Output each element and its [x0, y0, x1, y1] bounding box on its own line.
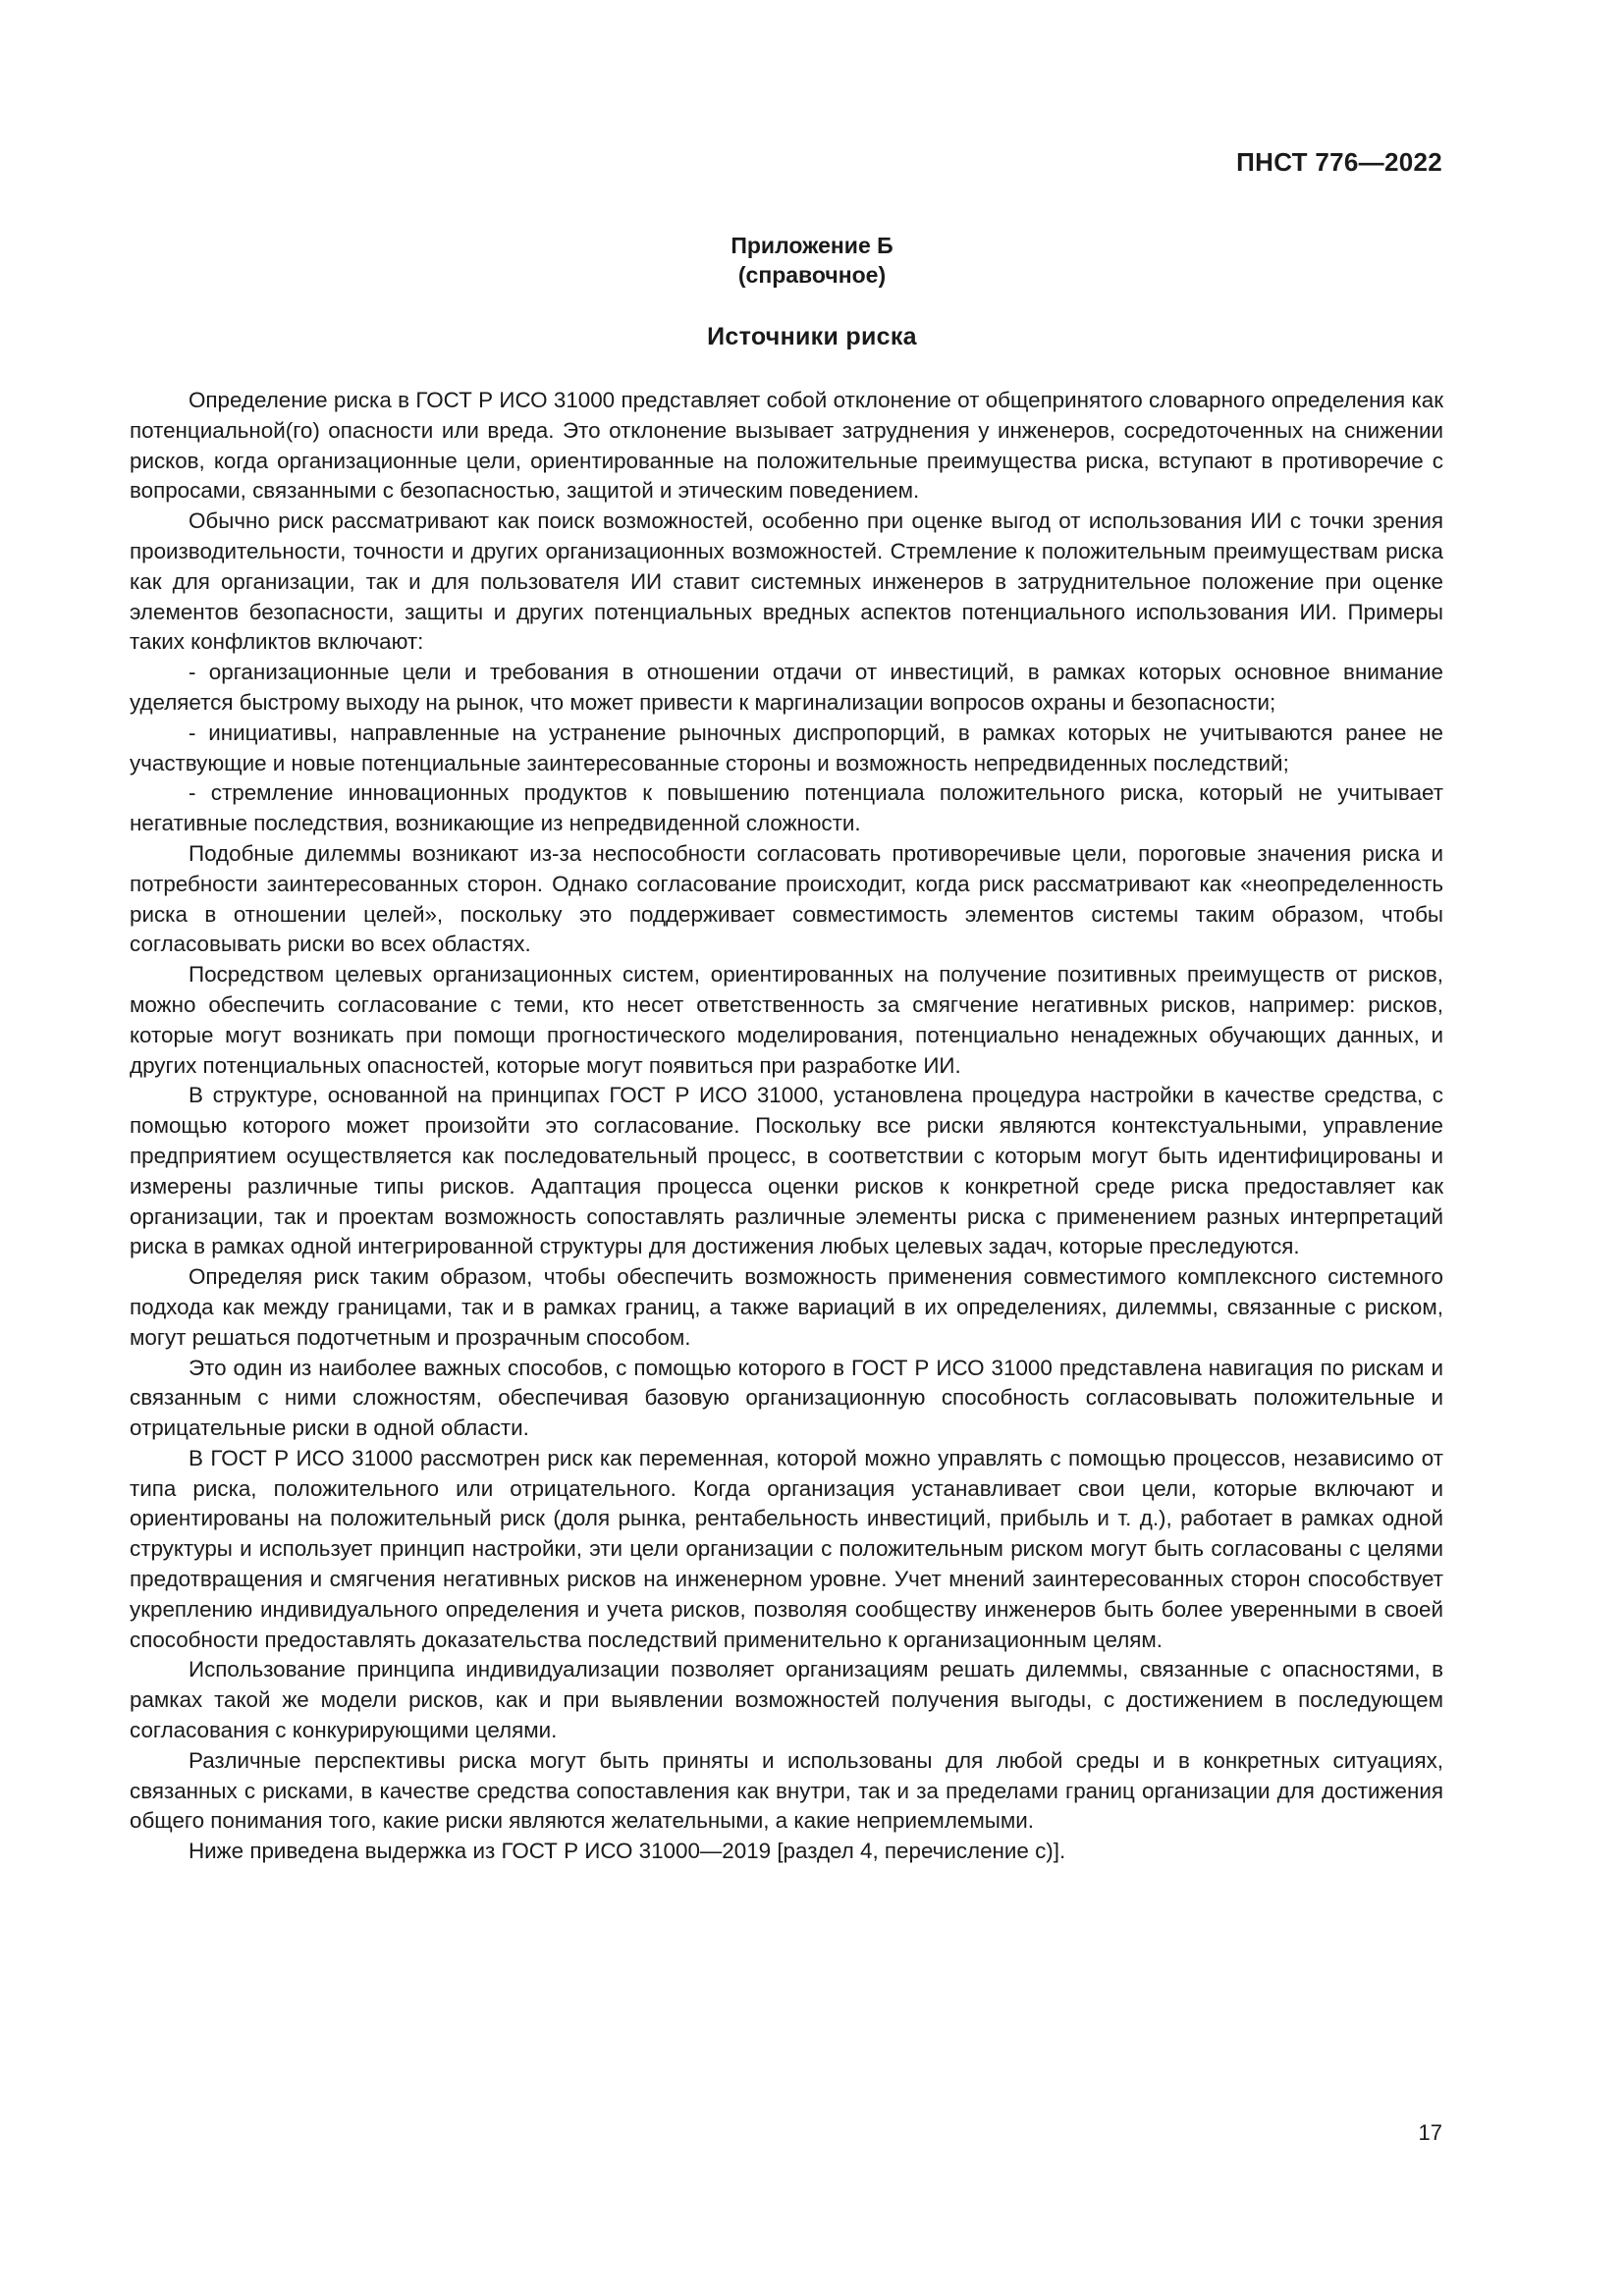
list-item: - стремление инновационных продуктов к повышению потенциала положительного риска, который не учитывает негативные последствия, возникающие из непредвиденной сложности. [130, 780, 1443, 836]
paragraph: Это один из наиболее важных способов, с помощью которого в ГОСТ Р ИСО 31000 представлена навигация по рискам и связанным с ними сложностям, обеспечивая базовую организационную способность согласовывать положительные и отрицательные риски в одной области. [130, 1355, 1443, 1441]
paragraph: Определение риска в ГОСТ Р ИСО 31000 представляет собой отклонение от общепринятого словарного определения как потенциальной(го) опасности или вреда. Это отклонение вызывает затруднения у инженеров, сосредоточенных на снижении рисков, когда организационные цели, ориентированные на положительные преимущества риска, вступают в противоречие с вопросами, связанными с безопасностью, защитой и этическим поведением. [130, 388, 1443, 504]
page-number: 17 [1418, 2120, 1442, 2145]
paragraph: Обычно риск рассматривают как поиск возможностей, особенно при оценке выгод от использования ИИ с точки зрения производительности, точности и других организационных возможностей. Стремление к положительным преимуществам риска как для организации, так и для пользователя ИИ ставит системных инженеров в затруднительное положение при оценке элементов безопасности, защиты и других потенциальных вредных аспектов потенциального использования ИИ. Примеры таких конфликтов включают: [130, 508, 1443, 655]
document-code: ПНСТ 776—2022 [1236, 147, 1442, 177]
paragraph: Ниже приведена выдержка из ГОСТ Р ИСО 31000—2019 [раздел 4, перечисление с)]. [189, 1839, 1066, 1864]
annex-title: Приложение Б [731, 233, 893, 258]
paragraph: Различные перспективы риска могут быть приняты и использованы для любой среды и в конкретных ситуациях, связанных с рисками, в качестве средства сопоставления как внутри, так и за пределами границ организации для достижения общего понимания того, какие риски являются желательными, а какие неприемлемыми. [130, 1747, 1443, 1834]
body-text [130, 386, 1443, 1867]
annex-subtitle: (справочное) [737, 262, 887, 288]
list-item: - организационные цели и требования в отношении отдачи от инвестиций, в рамках которых основное внимание уделяется быстрому выходу на рынок, что может привести к маргинализации вопросов охраны и безопасности; [130, 660, 1443, 715]
paragraph: В ГОСТ Р ИСО 31000 рассмотрен риск как переменная, которой можно управлять с помощью процессов, независимо от типа риска, положительного или отрицательного. Когда организация устанавливает свои цели, которые включают и ориентированы на положительный риск (доля рынка, рентабельность инвестиций, прибыль и т. д.), работает в рамках одной структуры и использует принцип настройки, эти цели организации с положительным риском могут быть согласованы с целями предотвращения и смягчения негативных рисков на инженерном уровне. Учет мнений заинтересованных сторон способствует укреплению индивидуального определения и учета рисков, позволяя сообществу инженеров быть более уверенными в своей способности предоставлять доказательства последствий применительно к организационным целям. [130, 1445, 1443, 1652]
list-item: - инициативы, направленные на устранение рыночных диспропорций, в рамках которых не учитываются ранее не участвующие и новые потенциальные заинтересованные стороны и возможность непредвиденных последствий; [130, 720, 1443, 775]
paragraph: Посредством целевых организационных систем, ориентированных на получение позитивных преимуществ от рисков, можно обеспечить согласование с теми, кто несет ответственность за смягчение негативных рисков, например: рисков, которые могут возникать при помощи прогностического моделирования, потенциально ненадежных обучающих данных, и других потенциальных опасностей, которые могут появиться при разработке ИИ. [130, 962, 1443, 1078]
annex-heading [0, 231, 1624, 290]
paragraph: Использование принципа индивидуализации позволяет организациям решать дилеммы, связанные с опасностями, в рамках такой же модели рисков, как и при выявлении возможностей получения выгоды, с достижением в последующем согласования с конкурирующими целями. [130, 1657, 1443, 1743]
paragraph: Подобные дилеммы возникают из-за неспособности согласовать противоречивые цели, пороговые значения риска и потребности заинтересованных сторон. Однако согласование происходит, когда риск рассматривают как «неопределенность риска в отношении целей», поскольку это поддерживает совместимость элементов системы таким образом, чтобы согласовывать риски во всех областях. [130, 840, 1443, 957]
paragraph: Определяя риск таким образом, чтобы обеспечить возможность применения совместимого комплексного системного подхода как между границами, так и в рамках границ, а также вариаций в их определениях, дилеммы, связанные с риском, могут решаться подотчетным и прозрачным способом. [130, 1264, 1443, 1350]
paragraph: В структуре, основанной на принципах ГОСТ Р ИСО 31000, установлена процедура настройки в качестве средства, с помощью которого может произойти это согласование. Поскольку все риски являются контекстуальными, управление предприятием осуществляется как последовательный процесс, в соответствии с которым могут быть идентифицированы и измерены различные типы рисков. Адаптация процесса оценки рисков к конкретной среде риска предоставляет как организации, так и проектам возможность сопоставлять различные элементы риска с применением разных интерпретаций риска в рамках одной интегрированной структуры для достижения любых целевых задач, которые преследуются. [130, 1083, 1443, 1259]
section-title: Источники риска [707, 323, 917, 350]
